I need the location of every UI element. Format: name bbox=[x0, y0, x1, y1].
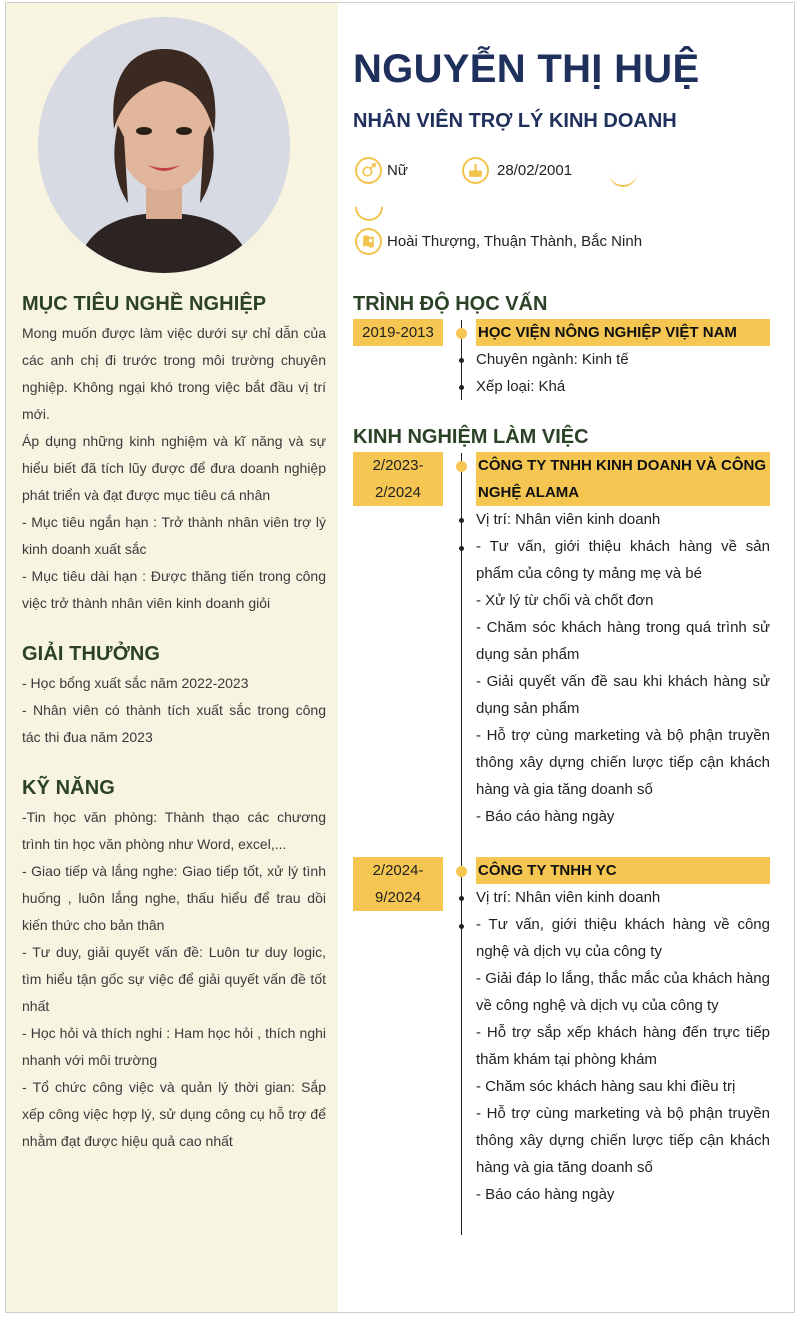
bullet-dot bbox=[459, 896, 464, 901]
career-goal-section bbox=[22, 293, 326, 617]
company-name: CÔNG TY TNHH KINH DOANH VÀ CÔNG NGHỆ ALAMA bbox=[476, 452, 770, 506]
job-date bbox=[353, 452, 443, 506]
bullet-dot bbox=[459, 546, 464, 551]
experience-timeline bbox=[461, 453, 462, 1235]
skill-line: - Giao tiếp và lắng nghe: Giao tiếp tốt, xử lý tình huống , luôn lắng nghe, thấu hiểu để trau dồi kiến thức cho bản thân bbox=[22, 863, 326, 933]
job-duty: - Chăm sóc khách hàng trong quá trình sử dụng sản phẩm bbox=[476, 619, 770, 663]
birthday-value: 28/02/2001 bbox=[497, 162, 573, 179]
skill-line: - Học hỏi và thích nghi : Ham học hỏi , thích nghi nhanh với môi trường bbox=[22, 1025, 326, 1068]
education-major: Chuyên ngành: Kinh tế bbox=[476, 351, 629, 368]
candidate-role: NHÂN VIÊN TRỢ LÝ KINH DOANH bbox=[353, 110, 677, 132]
job-position: Vị trí: Nhân viên kinh doanh bbox=[476, 889, 661, 906]
timeline-dot bbox=[456, 461, 467, 472]
career-goal-line: - Mục tiêu dài hạn : Được thăng tiến trong công việc trở thành nhân viên kinh doanh giỏi bbox=[22, 568, 326, 611]
email-icon bbox=[349, 187, 389, 227]
cake-icon bbox=[462, 157, 489, 184]
timeline-dot bbox=[456, 328, 467, 339]
award-line: - Nhân viên có thành tích xuất sắc trong công tác thi đua năm 2023 bbox=[22, 702, 326, 745]
job-date-to: 2/2024 bbox=[375, 484, 421, 501]
gender-icon bbox=[355, 157, 382, 184]
career-goal-line: Mong muốn được làm việc dưới sự chỉ dẫn của các anh chị đi trước trong môi trường chuyên nghiệp. Không ngại khó trong việc bắt đầu vị trí mới. bbox=[22, 325, 326, 422]
job-date-to: 9/2024 bbox=[375, 889, 421, 906]
bullet-dot bbox=[459, 518, 464, 523]
education-title: TRÌNH ĐỘ HỌC VẤN bbox=[353, 293, 548, 315]
job-date-from: 2/2023- bbox=[372, 457, 424, 474]
job-entry bbox=[476, 452, 770, 830]
job-duty: - Tư vấn, giới thiệu khách hàng về công nghệ và dịch vụ của công ty bbox=[476, 916, 770, 960]
skills-title: KỸ NĂNG bbox=[22, 777, 115, 799]
education-date: 2019-2013 bbox=[353, 319, 443, 346]
job-duty: - Giải quyết vấn đề sau khi khách hàng sử dụng sản phẩm bbox=[476, 673, 770, 717]
address-info bbox=[355, 228, 642, 255]
bullet-dot bbox=[459, 358, 464, 363]
job-duty: - Hỗ trợ cùng marketing và bộ phận truyền thông xây dựng chiến lược tiếp cận khách hàng và gia tăng doanh số bbox=[476, 1105, 770, 1176]
phone-icon bbox=[609, 171, 637, 187]
job-duty: - Tư vấn, giới thiệu khách hàng về sản phẩm của công ty mảng mẹ và bé bbox=[476, 538, 770, 582]
candidate-name: NGUYỄN THỊ HUỆ bbox=[353, 47, 700, 91]
education-entry bbox=[476, 319, 770, 400]
job-duty: - Hỗ trợ cùng marketing và bộ phận truyền thông xây dựng chiến lược tiếp cận khách hàng và gia tăng doanh số bbox=[476, 727, 770, 798]
job-duty: - Báo cáo hàng ngày bbox=[476, 1186, 615, 1203]
birthday-info bbox=[462, 157, 572, 184]
job-duty: - Chăm sóc khách hàng sau khi điều trị bbox=[476, 1078, 736, 1095]
awards-section bbox=[22, 643, 326, 751]
gender-value: Nữ bbox=[387, 162, 408, 179]
job-entry bbox=[476, 857, 770, 1208]
skills-section bbox=[22, 777, 326, 1155]
avatar bbox=[38, 17, 290, 273]
job-date bbox=[353, 857, 443, 911]
skill-line: - Tư duy, giải quyết vấn đề: Luôn tư duy logic, tìm hiểu tận gốc sự việc để giải quyết vấn đề tốt nhất bbox=[22, 944, 326, 1014]
skill-line: -Tin học văn phòng: Thành thạo các chương trình tin học văn phòng như Word, excel,... bbox=[22, 809, 326, 852]
education-grade: Xếp loại: Khá bbox=[476, 378, 566, 395]
experience-title: KINH NGHIỆM LÀM VIỆC bbox=[353, 426, 589, 448]
bullet-dot bbox=[459, 924, 464, 929]
job-duty: - Giải đáp lo lắng, thắc mắc của khách hàng về công nghệ và dịch vụ của công ty bbox=[476, 970, 770, 1014]
school-name: HỌC VIỆN NÔNG NGHIỆP VIỆT NAM bbox=[476, 319, 770, 346]
company-name: CÔNG TY TNHH YC bbox=[476, 857, 770, 884]
cv-page bbox=[5, 2, 795, 1313]
main-column bbox=[338, 3, 795, 1312]
address-value: Hoài Thượng, Thuận Thành, Bắc Ninh bbox=[387, 233, 643, 250]
job-duty: - Xử lý từ chối và chốt đơn bbox=[476, 592, 654, 609]
career-goal-title: MỤC TIÊU NGHỀ NGHIỆP bbox=[22, 293, 267, 315]
timeline-dot bbox=[456, 866, 467, 877]
job-duty: - Hỗ trợ sắp xếp khách hàng đến trực tiếp thăm khám tại phòng khám bbox=[476, 1024, 770, 1068]
job-date-from: 2/2024- bbox=[372, 862, 424, 879]
career-goal-line: - Mục tiêu ngắn hạn : Trở thành nhân viên trợ lý kinh doanh xuất sắc bbox=[22, 514, 326, 557]
career-goal-line: Áp dụng những kinh nghiệm và kĩ năng và sự hiểu biết đã tích lũy được để đưa doanh nghiệp phát triển và đạt được mục tiêu cá nhân bbox=[22, 433, 326, 503]
skill-line: - Tổ chức công việc và quản lý thời gian: Sắp xếp công việc hợp lý, sử dụng công cụ hỗ trợ để nhằm đạt được hiệu quả cao nhất bbox=[22, 1079, 326, 1149]
awards-title: GIẢI THƯỞNG bbox=[22, 643, 161, 665]
location-icon bbox=[355, 228, 382, 255]
sidebar bbox=[6, 3, 338, 1312]
job-position: Vị trí: Nhân viên kinh doanh bbox=[476, 511, 661, 528]
award-line: - Học bổng xuất sắc năm 2022-2023 bbox=[22, 675, 249, 691]
gender-info bbox=[355, 157, 408, 184]
job-duty: - Báo cáo hàng ngày bbox=[476, 808, 615, 825]
avatar-photo bbox=[38, 17, 290, 273]
bullet-dot bbox=[459, 385, 464, 390]
